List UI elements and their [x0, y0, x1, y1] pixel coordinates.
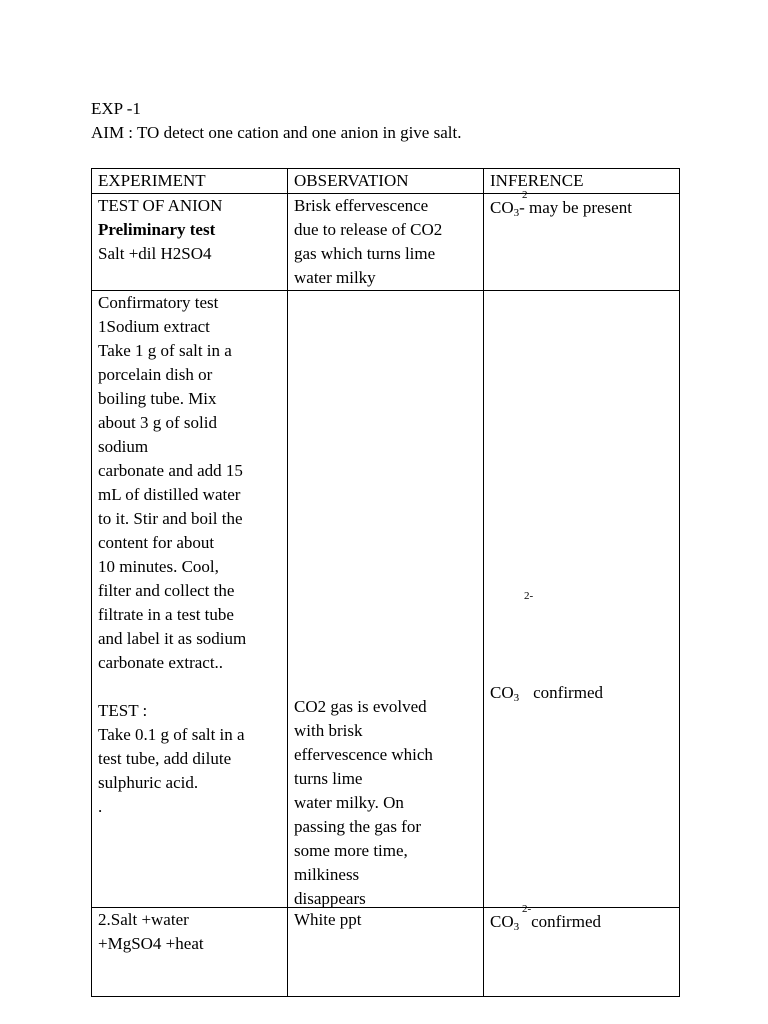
header-inference: INFERENCE [484, 169, 680, 194]
inference-text: - may be present [519, 198, 632, 217]
cell-line: effervescence which [294, 745, 433, 764]
cell-line: Take 0.1 g of salt in a [98, 725, 245, 744]
experiment-table [91, 168, 680, 997]
inference-line [490, 189, 673, 220]
cell-line: 2.Salt +water [98, 910, 189, 929]
cell-line: . [98, 797, 103, 816]
cell-line: turns lime [294, 769, 363, 788]
cell-line: about 3 g of solid [98, 413, 217, 432]
cell-line: Confirmatory test [98, 293, 219, 312]
cell-line: carbonate extract.. [98, 653, 224, 672]
aim-statement: AIM : TO detect one cation and one anion in give salt. [91, 123, 462, 142]
carbonate-charge: 2- [524, 590, 534, 602]
carbonate-formula [490, 189, 528, 220]
cell-line: sodium [98, 437, 149, 456]
cell-line: carbonate and add 15 [98, 461, 243, 480]
cell-line: water milky [294, 268, 376, 287]
formula-charge: 2 [522, 189, 528, 201]
cell-line-bold: Preliminary test [98, 220, 216, 239]
formula-subscript: 3 [513, 692, 520, 704]
experiment-title: EXP -1 [91, 99, 141, 118]
row1-experiment-cell [92, 194, 288, 291]
table-row [92, 908, 680, 997]
cell-line: to it. Stir and boil the [98, 509, 243, 528]
cell-line: disappears [294, 889, 366, 908]
header-observation: OBSERVATION [288, 169, 484, 194]
cell-line: Take 1 g of salt in a [98, 341, 232, 360]
cell-line: and label it as sodium [98, 629, 247, 648]
cell-line: water milky. On [294, 793, 404, 812]
row2-observation-cell [288, 291, 484, 908]
cell-line: +MgSO4 +heat [98, 934, 204, 953]
cell-line: TEST : [98, 701, 148, 720]
cell-line: filter and collect the [98, 581, 235, 600]
blank-line [98, 675, 281, 699]
row2-inference-cell [484, 291, 680, 908]
cell-line: milkiness [294, 865, 360, 884]
inference-text: confirmed [533, 683, 603, 702]
inference-line [490, 681, 603, 705]
cell-line: sulphuric acid. [98, 773, 199, 792]
formula-text: CO [490, 912, 514, 931]
row3-experiment-cell [92, 908, 288, 997]
carbonate-formula [490, 903, 532, 934]
cell-line: content for about [98, 533, 215, 552]
cell-line: due to release of CO2 [294, 220, 443, 239]
inference-line [490, 903, 673, 934]
cell-line: porcelain dish or [98, 365, 213, 384]
observation-block [294, 695, 433, 911]
cell-line: Salt +dil H2SO4 [98, 244, 212, 263]
cell-line: some more time, [294, 841, 408, 860]
formula-charge: 2- [522, 903, 532, 915]
cell-line: boiling tube. Mix [98, 389, 217, 408]
row2-experiment-cell [92, 291, 288, 908]
cell-line: White ppt [294, 910, 362, 929]
cell-line: mL of distilled water [98, 485, 241, 504]
formula-text: CO [490, 683, 514, 702]
cell-line: test tube, add dilute [98, 749, 232, 768]
cell-line: TEST OF ANION [98, 196, 223, 215]
table-header-row [92, 169, 680, 194]
row3-inference-cell [484, 903, 680, 997]
cell-line: CO2 gas is evolved [294, 697, 427, 716]
header-experiment: EXPERIMENT [92, 169, 288, 194]
cell-line: filtrate in a test tube [98, 605, 234, 624]
cell-line: gas which turns lime [294, 244, 436, 263]
cell-line: passing the gas for [294, 817, 422, 836]
cell-line: with brisk [294, 721, 363, 740]
inference-text: confirmed [531, 912, 601, 931]
table-row [92, 291, 680, 908]
cell-line: 10 minutes. Cool, [98, 557, 219, 576]
table-row [92, 194, 680, 291]
cell-line: Brisk effervescence [294, 196, 429, 215]
row1-observation-cell [288, 194, 484, 291]
formula-subscript: 3 [513, 921, 520, 933]
cell-line: 1Sodium extract [98, 317, 210, 336]
formula-text: CO [490, 198, 514, 217]
formula-subscript: 3 [513, 207, 520, 219]
row3-observation-cell [288, 908, 484, 997]
row1-inference-cell [484, 189, 680, 291]
